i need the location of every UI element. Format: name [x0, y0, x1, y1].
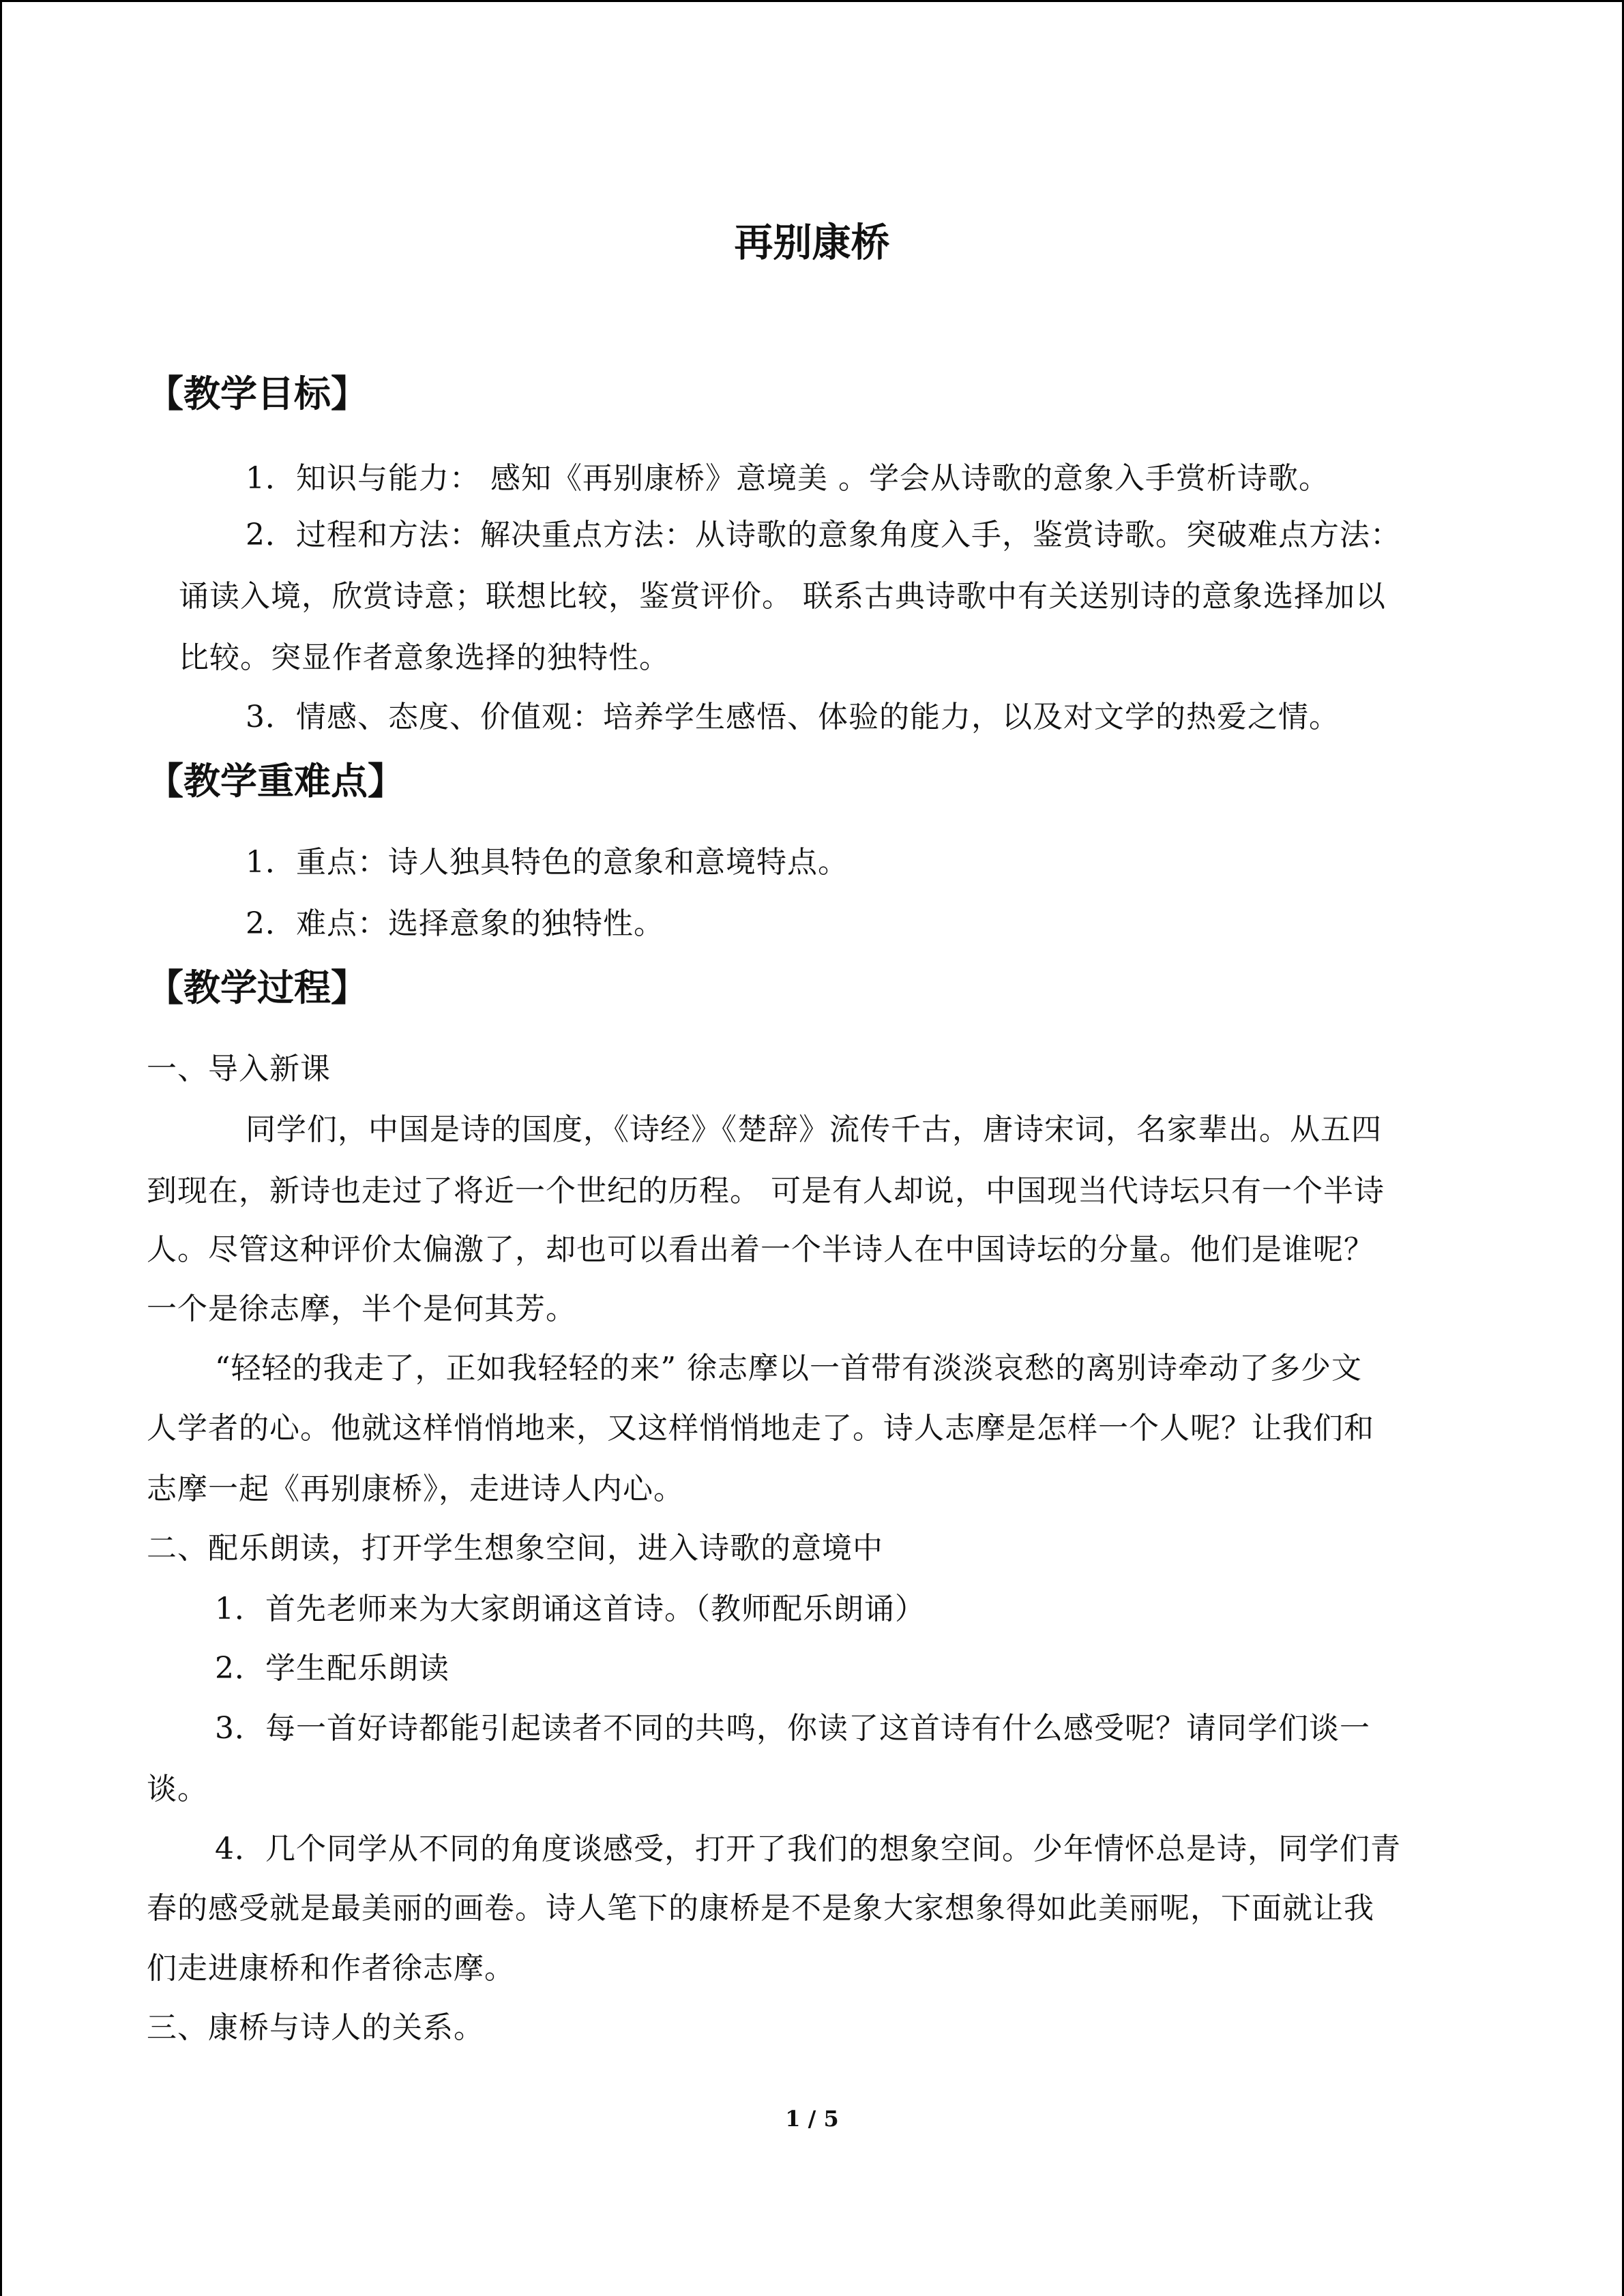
- process-line: 二、配乐朗读，打开学生想象空间，进入诗歌的意境中: [147, 1531, 883, 1566]
- goal-line: 3．情感、态度、价值观：培养学生感悟、体验的能力，以及对文学的热爱之情。: [246, 700, 1340, 734]
- keypoint-line: 1．重点：诗人独具特色的意象和意境特点。: [246, 845, 848, 880]
- process-line: 志摩一起《再别康桥》，走进诗人内心。: [147, 1472, 684, 1506]
- keypoint-line: 2．难点：选择意象的独特性。: [246, 906, 664, 941]
- section-heading-process: 【教学过程】: [147, 966, 368, 1009]
- process-line: 一、导入新课: [147, 1052, 331, 1086]
- section-heading-keypoints: 【教学重难点】: [147, 760, 404, 803]
- process-line: “轻轻的我走了，正如我轻轻的来” 徐志摩以一首带有淡淡哀愁的离别诗牵动了多少文: [215, 1351, 1362, 1386]
- page-number: 1 / 5: [785, 2106, 839, 2132]
- process-line: 1．首先老师来为大家朗诵这首诗。（教师配乐朗诵）: [215, 1592, 926, 1626]
- process-line: 到现在，新诗也走过了将近一个世纪的历程。 可是有人却说，中国现当代诗坛只有一个半诗: [147, 1174, 1385, 1208]
- process-line: 们走进康桥和作者徐志摩。: [147, 1951, 515, 1986]
- goal-line: 诵读入境，欣赏诗意；联想比较，鉴赏评价。 联系古典诗歌中有关送别诗的意象选择加以: [179, 579, 1386, 614]
- page-title: 再别康桥: [734, 220, 890, 265]
- goal-line: 1．知识与能力： 感知《再别康桥》意境美 。学会从诗歌的意象入手赏析诗歌。: [246, 461, 1329, 496]
- process-line: 同学们，中国是诗的国度，《诗经》《楚辞》流传千古，唐诗宋词，名家辈出。从五四: [246, 1112, 1382, 1147]
- process-line: 谈。: [147, 1772, 208, 1806]
- section-heading-goals: 【教学目标】: [147, 372, 368, 415]
- page-border-top: [0, 0, 1624, 2]
- goal-line: 2．过程和方法：解决重点方法：从诗歌的意象角度入手，鉴赏诗歌。突破难点方法：: [246, 518, 1401, 552]
- page-border-left: [0, 0, 2, 2296]
- process-line: 一个是徐志摩，半个是何其芳。: [147, 1292, 576, 1326]
- goal-line: 比较。突显作者意象选择的独特性。: [179, 640, 670, 675]
- process-line: 春的感受就是最美丽的画卷。诗人笔下的康桥是不是象大家想象得如此美丽呢，下面就让我: [147, 1891, 1374, 1926]
- process-line: 2．学生配乐朗读: [215, 1651, 449, 1686]
- process-line: 人。尽管这种评价太偏激了，却也可以看出着一个半诗人在中国诗坛的分量。他们是谁呢？: [147, 1232, 1374, 1267]
- process-line: 人学者的心。他就这样悄悄地来，又这样悄悄地走了。诗人志摩是怎样一个人呢？让我们和: [147, 1411, 1374, 1446]
- process-line: 三、康桥与诗人的关系。: [147, 2010, 484, 2045]
- process-line: 3．每一首好诗都能引起读者不同的共鸣，你读了这首诗有什么感受呢？请同学们谈一: [215, 1711, 1370, 1746]
- process-line: 4．几个同学从不同的角度谈感受，打开了我们的想象空间。少年情怀总是诗，同学们青: [215, 1832, 1401, 1866]
